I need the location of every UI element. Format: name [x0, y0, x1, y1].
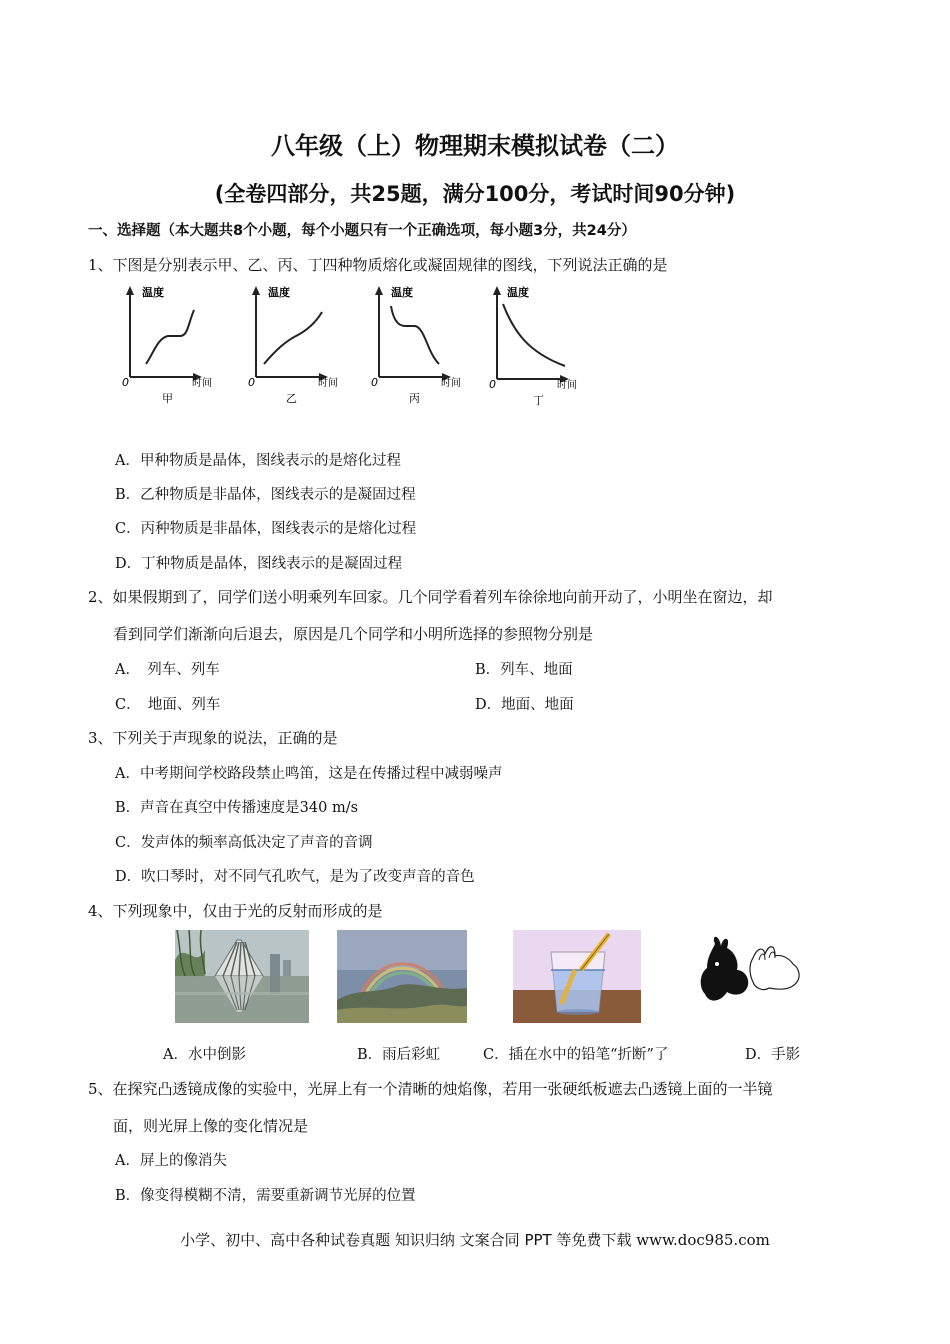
- q1-option-c: C．丙种物质是非晶体，图线表示的是熔化过程: [115, 521, 417, 537]
- q1-option-b: B．乙种物质是非晶体，图线表示的是凝固过程: [115, 487, 416, 503]
- footer-text: 小学、初中、高中各种试卷真题 知识归纳 文案合同 PPT 等免费下载: [180, 1231, 632, 1249]
- graph-ding-xlabel: 时间: [557, 380, 577, 391]
- graph-bing-label: 丙: [409, 392, 420, 405]
- question-2-stem-line2: 看到同学们渐渐向后退去，原因是几个同学和小明所选择的参照物分别是: [113, 625, 594, 643]
- q5-option-b: B．像变得模糊不清，需要重新调节光屏的位置: [115, 1188, 416, 1204]
- question-2-stem-line1: 2、如果假期到了，同学们送小明乘列车回家。几个同学看着列车徐徐地向前开动了，小明坐在窗边，却: [88, 588, 773, 606]
- hand-shadow-image: [693, 930, 805, 1023]
- question-1-stem: 1、下图是分别表示甲、乙、丙、丁四种物质熔化或凝固规律的图线，下列说法正确的是: [88, 256, 668, 274]
- section-heading: 一、选择题（本大题共8个小题，每个小题只有一个正确选项，每小题3分，共24分）: [88, 223, 636, 239]
- pencil-in-water-image: [513, 930, 641, 1023]
- q2-option-d: D．地面、地面: [475, 697, 574, 713]
- graph-yi-label: 乙: [286, 392, 297, 405]
- q2-option-a: A． 列车、列车: [115, 662, 220, 678]
- question-5-stem-line1: 5、在探究凸透镜成像的实验中，光屏上有一个清晰的烛焰像，若用一张硬纸板遮去凸透镜上面的一半镜: [88, 1080, 773, 1098]
- graph-ding-label: 丁: [533, 394, 544, 407]
- graph-bing-ylabel: 温度: [391, 286, 413, 299]
- graph-ding-origin: 0: [489, 378, 496, 391]
- page-title: 八年级（上）物理期末模拟试卷（二）: [271, 132, 679, 160]
- graph-yi-xlabel: 时间: [318, 378, 338, 389]
- q2-option-c: C． 地面、列车: [115, 697, 221, 713]
- graph-ding-ylabel: 温度: [507, 286, 529, 299]
- graph-jia-label: 甲: [162, 392, 173, 405]
- graph-jia-origin: 0: [122, 376, 129, 389]
- graph-yi-ylabel: 温度: [268, 286, 290, 299]
- question-3-stem: 3、下列关于声现象的说法，正确的是: [88, 729, 338, 747]
- graph-ding: [485, 282, 595, 410]
- q4-option-a: A．水中倒影: [163, 1047, 246, 1063]
- footer-link[interactable]: www.doc985.com: [636, 1231, 770, 1249]
- q1-option-d: D．丁种物质是晶体，图线表示的是凝固过程: [115, 556, 403, 572]
- graph-yi-origin: 0: [248, 376, 255, 389]
- graph-jia: [118, 282, 228, 410]
- q4-option-d: D．手影: [745, 1047, 801, 1063]
- q1-option-a: A．甲种物质是晶体，图线表示的是熔化过程: [115, 453, 401, 469]
- page-subtitle: (全卷四部分，共25题，满分100分，考试时间90分钟): [214, 182, 736, 206]
- q4-option-b: B．雨后彩虹: [357, 1047, 441, 1063]
- rainbow-image: [337, 930, 467, 1023]
- page-footer: [0, 1229, 950, 1250]
- q3-option-c: C．发声体的频率高低决定了声音的音调: [115, 835, 373, 851]
- graph-bing-origin: 0: [371, 376, 378, 389]
- graph-bing-xlabel: 时间: [441, 378, 461, 389]
- q5-option-a: A．屏上的像消失: [115, 1153, 227, 1169]
- graph-jia-xlabel: 时间: [192, 378, 212, 389]
- question-5-stem-line2: 面，则光屏上像的变化情况是: [113, 1117, 309, 1135]
- q2-option-b: B．列车、地面: [475, 662, 573, 678]
- graph-yi: [244, 282, 354, 410]
- q3-option-a: A．中考期间学校路段禁止鸣笛，这是在传播过程中减弱噪声: [115, 766, 503, 782]
- q3-option-d: D．吹口琴时，对不同气孔吹气，是为了改变声音的音色: [115, 869, 475, 885]
- graph-jia-ylabel: 温度: [142, 286, 164, 299]
- q3-option-b: B．声音在真空中传播速度是340 m/s: [115, 800, 359, 816]
- question-4-stem: 4、下列现象中，仅由于光的反射而形成的是: [88, 902, 383, 920]
- q4-option-c: C．插在水中的铅笔“折断”了: [483, 1047, 669, 1063]
- graph-bing: [367, 282, 477, 410]
- water-reflection-image: [175, 930, 309, 1023]
